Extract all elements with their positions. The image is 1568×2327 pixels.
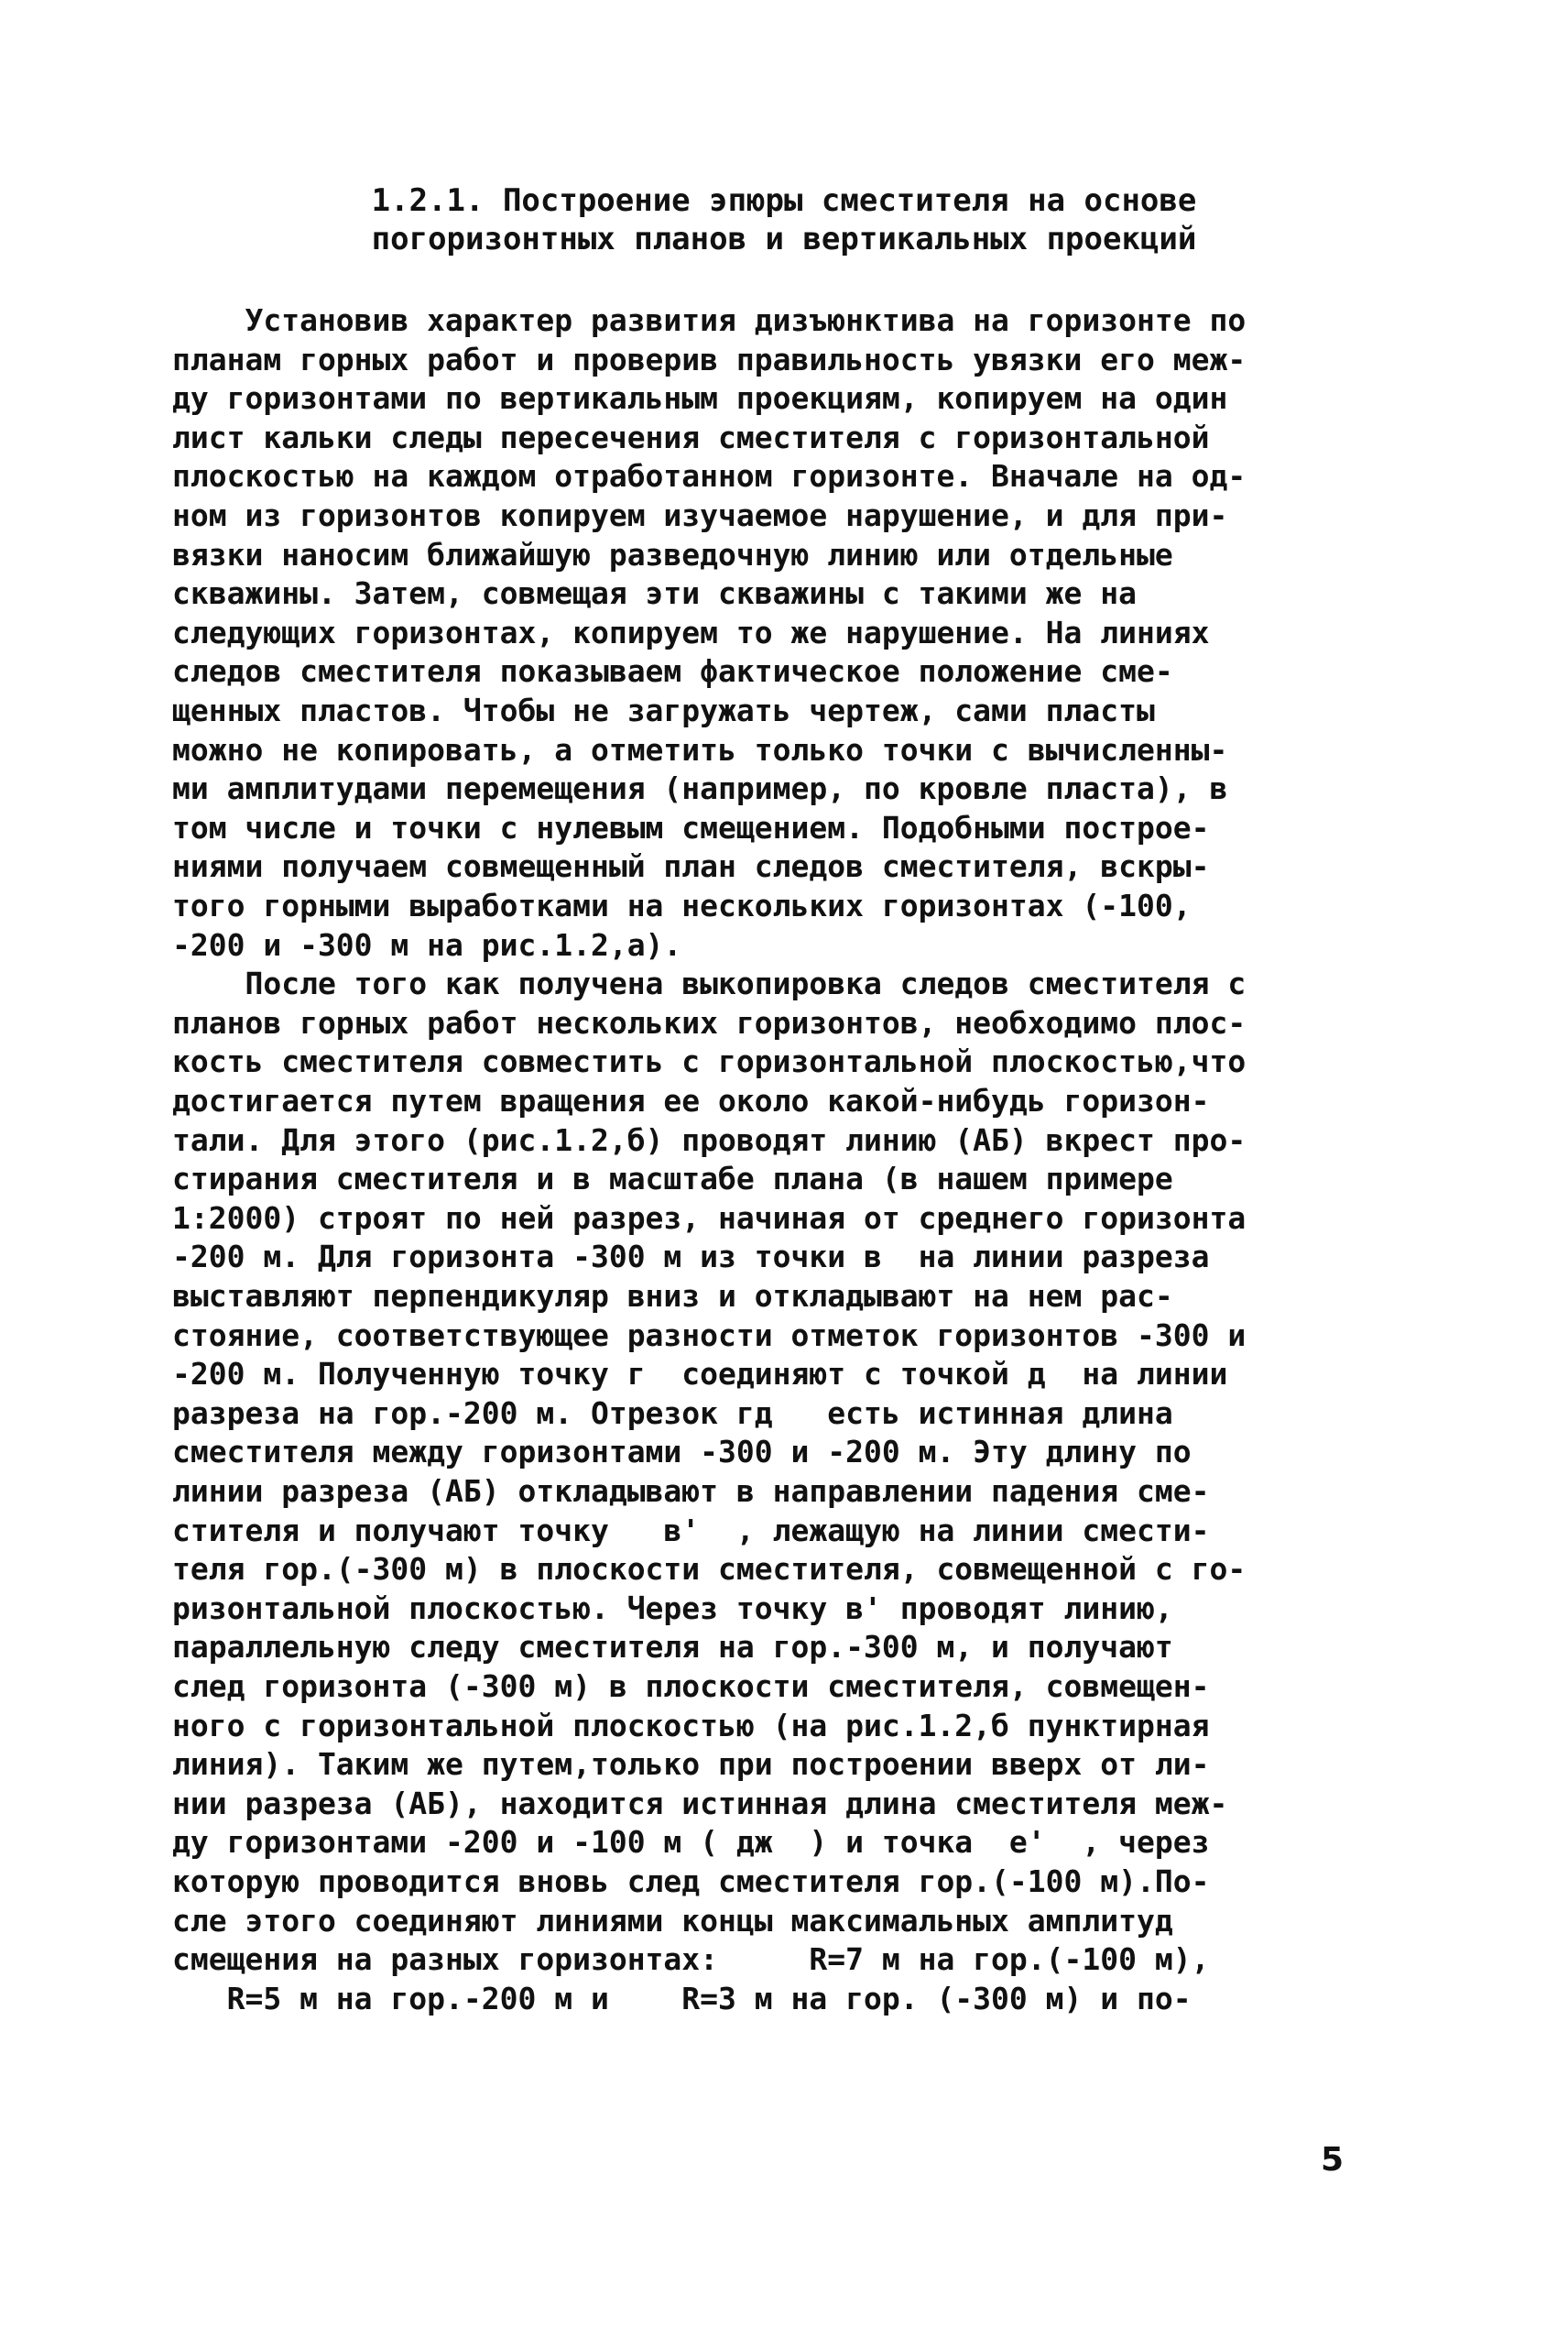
text-line: след горизонта (-300 м) в плоскости сместителя, совмещен- [172,1668,1210,1704]
text-line: ризонтальной плоскостью. Через точку в' проводят линию, [172,1590,1173,1626]
text-line: Установив характер развития дизъюнктива на горизонте по [172,302,1247,338]
text-line: вязки наносим ближайшую разведочную линию или отдельные [172,536,1173,573]
text-line: После того как получена выкопировка следов сместителя с [172,966,1247,1002]
text-line: ном из горизонтов копируем изучаемое нарушение, и для при- [172,497,1228,533]
text-line: ду горизонтами -200 и -100 м ( дж ) и точка е' , через [172,1824,1210,1861]
text-line: R=5 м на гор.-200 м и R=3 м на гор. (-300 м) и по- [172,1980,1192,2016]
text-line: ми амплитудами перемещения (например, по кровле пласта), в [172,770,1228,807]
text-line: стояние, соответствующее разности отметок горизонтов -300 и [172,1316,1247,1353]
text-line: разреза на гор.-200 м. Отрезок гд есть истинная длина [172,1394,1173,1431]
text-line: щенных пластов. Чтобы не загружать чертеж, сами пласты [172,693,1155,728]
text-line: того горными выработками на нескольких горизонтах (-100, [172,888,1192,923]
text-line: теля гор.(-300 м) в плоскости сместителя, совмещенной с го- [172,1551,1247,1588]
text-line: планам горных работ и проверив правильность увязки его меж- [172,341,1247,377]
text-line: -200 и -300 м на рис.1.2,а). [172,926,682,963]
text-line: лист кальки следы пересечения сместителя с горизонтальной [172,419,1210,455]
section-heading-line-1: 1.2.1. Построение эпюры сместителя на основе [371,182,1197,219]
text-line: следующих горизонтах, копируем то же нарушение. На линиях [172,614,1210,650]
text-line: достигается путем вращения ее около какой-нибудь горизон- [172,1083,1210,1119]
page-number: 5 [1321,2141,1345,2179]
text-line: выставляют перпендикуляр вниз и откладывают на нем рас- [172,1278,1173,1314]
text-line: кость сместителя совместить с горизонтальной плоскостью,что [172,1043,1247,1080]
text-line: ниями получаем совмещенный план следов сместителя, вскры- [172,848,1210,885]
text-line: линии разреза (АБ) откладывают в направлении падения сме- [172,1473,1210,1509]
text-line: следов сместителя показываем фактическое положение сме- [172,653,1173,690]
text-line: 1:2000) строят по ней разрез, начиная от среднего горизонта [172,1199,1247,1236]
text-line: смещения на разных горизонтах: R=7 м на гор.(-100 м), [172,1941,1210,1978]
text-line: -200 м. Полученную точку г соединяют с точкой д на линии [172,1356,1228,1393]
text-line: параллельную следу сместителя на гор.-300 м, и получают [172,1629,1173,1666]
text-line: ного с горизонтальной плоскостью (на рис.1.2,б пунктирная [172,1707,1210,1743]
text-line: нии разреза (АБ), находится истинная длина сместителя меж- [172,1785,1228,1821]
text-line: -200 м. Для горизонта -300 м из точки в на линии разреза [172,1239,1210,1275]
text-line: сле этого соединяют линиями концы максимальных амплитуд [172,1902,1173,1939]
text-line: стителя и получают точку в' , лежащую на линии смести- [172,1512,1210,1548]
section-heading-line-2: погоризонтных планов и вертикальных проекций [371,221,1197,257]
text-line: которую проводится вновь след сместителя гор.(-100 м).По- [172,1863,1210,1899]
text-line: ду горизонтами по вертикальным проекциям, копируем на один [172,380,1228,417]
text-line: плоскостью на каждом отработанном горизонте. Вначале на од- [172,458,1247,495]
text-line: скважины. Затем, совмещая эти скважины с такими же на [172,575,1137,612]
text-line: тали. Для этого (рис.1.2,б) проводят линию (АБ) вкрест про- [172,1121,1247,1158]
text-line: линия). Таким же путем,только при построении вверх от ли- [172,1746,1210,1783]
text-line: можно не копировать, а отметить только точки с вычисленны- [172,731,1228,768]
text-line: стирания сместителя и в масштабе плана (в нашем примере [172,1161,1173,1197]
text-line: сместителя между горизонтами -300 и -200 м. Эту длину по [172,1434,1192,1470]
text-line: том числе и точки с нулевым смещением. Подобными построе- [172,809,1210,846]
text-line: планов горных работ нескольких горизонтов, необходимо плос- [172,1004,1247,1041]
